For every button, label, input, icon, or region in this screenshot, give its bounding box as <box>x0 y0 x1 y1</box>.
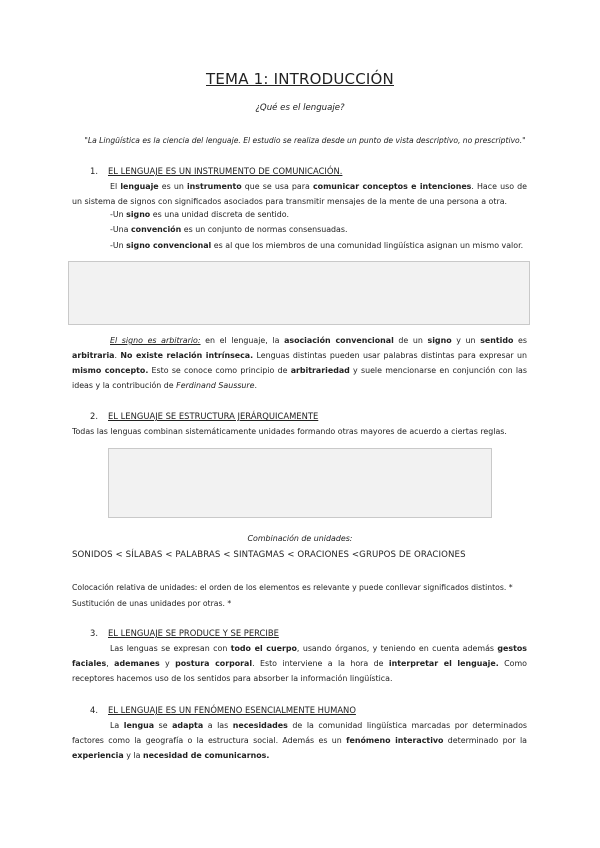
section-title: EL LENGUAJE SE PRODUCE Y SE PERCIBE <box>108 628 279 638</box>
bold-term: experiencia <box>72 751 124 760</box>
definition-signo <box>110 210 289 219</box>
text-run: , <box>106 659 115 668</box>
bold-term: No existe relación intrínseca. <box>120 351 254 360</box>
text-run: . <box>114 351 121 360</box>
document-title: TEMA 1: INTRODUCCIÓN <box>206 70 394 88</box>
section-2-heading <box>90 411 318 421</box>
section-4-paragraph <box>72 718 527 763</box>
text-run: La <box>110 721 124 730</box>
text-run: Esto se conoce como principio de <box>148 366 291 375</box>
document-subtitle: ¿Qué es el lenguaje? <box>255 103 345 113</box>
section-4-heading <box>90 705 356 715</box>
definition-signo-convencional <box>110 241 523 250</box>
section-title: EL LENGUAJE ES UN INSTRUMENTO DE COMUNICACIÓN. <box>108 166 343 176</box>
bold-term: arbitrariedad <box>290 366 350 375</box>
section-number: 3. <box>90 628 98 638</box>
italic-name: Ferdinand Saussure <box>176 381 255 390</box>
bold-term: lenguaje <box>120 182 159 191</box>
text-run: Como receptores hacemos uso de los sentidos para absorber la información lingüística. <box>72 659 527 683</box>
text-run: y suele mencionarse en conjunción con las ideas y la contribución de <box>72 366 527 390</box>
text-run: a las <box>203 721 233 730</box>
text-run: de un <box>393 336 428 345</box>
section-number: 1. <box>90 166 98 176</box>
definition-convencion <box>110 225 348 234</box>
bold-term: postura corporal <box>175 659 253 668</box>
text-run: en el lenguaje, la <box>200 336 285 345</box>
image-placeholder <box>108 448 492 518</box>
text-run: es <box>513 336 527 345</box>
bold-term: gestos faciales <box>72 644 527 668</box>
section-number: 2. <box>90 411 98 421</box>
text-run: se <box>154 721 173 730</box>
bold-term: asociación convencional <box>284 336 394 345</box>
bold-term: interpretar el lenguaje. <box>388 659 499 668</box>
text-run: -Una <box>110 225 131 234</box>
text-run: Lenguas distintas pueden usar palabras distintas para expresar un <box>253 351 527 360</box>
bold-term: arbitraria <box>72 351 115 360</box>
section-title: EL LENGUAJE SE ESTRUCTURA JERÁRQUICAMENTE <box>108 411 319 421</box>
bold-term: signo <box>427 336 452 345</box>
bold-term: instrumento <box>186 182 242 191</box>
text-run: que se usa para <box>241 182 313 191</box>
bold-term: fenómeno interactivo <box>346 736 444 745</box>
text-run: es al que los miembros de una comunidad lingüística asignan un mismo valor. <box>211 241 524 250</box>
text-run: El <box>110 182 121 191</box>
definition-quote: "La Lingüística es la ciencia del lenguaje. El estudio se realiza desde un punto de vista descriptivo, no prescriptivo." <box>84 136 526 145</box>
section-1-heading <box>90 166 342 176</box>
section-title: EL LENGUAJE ES UN FENÓMENO ESENCIALMENTE HUMANO <box>108 705 356 715</box>
bold-term: mismo concepto. <box>72 366 149 375</box>
note-colocacion: Colocación relativa de unidades: el orden de los elementos es relevante y puede conllevar significados distintos. * <box>72 583 513 592</box>
bold-term: signo convencional <box>126 241 212 250</box>
bold-term: sentido <box>480 336 514 345</box>
text-run: es una unidad discreta de sentido. <box>150 210 289 219</box>
bold-term: necesidades <box>232 721 288 730</box>
bold-term: lengua <box>123 721 155 730</box>
units-caption: Combinación de unidades: <box>247 534 353 543</box>
note-sustitucion: Sustitución de unas unidades por otras. * <box>72 599 232 608</box>
bold-term: ademanes <box>114 659 160 668</box>
text-run: y la <box>123 751 143 760</box>
text-run: . Hace uso de un sistema de signos con significados asociados para transmitir mensajes de la mente de una persona a otra. <box>72 182 528 206</box>
section-2-intro: Todas las lenguas combinan sistemáticamente unidades formando otras mayores de acuerdo a ciertas reglas. <box>72 427 507 436</box>
text-run: de la comunidad lingüística marcadas por determinados factores como la geografía o la estructura social. Además es un <box>72 721 528 745</box>
bold-term: todo el cuerpo <box>230 644 297 653</box>
text-run: es un conjunto de normas consensuadas. <box>181 225 348 234</box>
text-run: . Esto interviene a la hora de <box>252 659 389 668</box>
image-placeholder <box>68 261 530 325</box>
bold-term: signo <box>126 210 151 219</box>
section-number: 4. <box>90 705 98 715</box>
underlined-term: El signo es arbitrario: <box>110 336 201 345</box>
section-3-paragraph <box>72 641 527 686</box>
text-run: . <box>254 381 258 390</box>
text-run: es un <box>158 182 187 191</box>
bold-term: convención <box>130 225 182 234</box>
bold-term: comunicar conceptos e intenciones <box>312 182 472 191</box>
bold-term: necesidad de comunicarnos. <box>142 751 270 760</box>
bold-term: adapta <box>172 721 204 730</box>
section-1-paragraph <box>72 179 527 209</box>
section-3-heading <box>90 628 279 638</box>
text-run: -Un <box>110 210 127 219</box>
arbitrariness-paragraph <box>72 333 527 393</box>
text-run: Las lenguas se expresan con <box>110 644 231 653</box>
text-run: , usando órganos, y teniendo en cuenta además <box>296 644 498 653</box>
text-run: y un <box>451 336 481 345</box>
text-run: -Un <box>110 241 127 250</box>
text-run: y <box>159 659 176 668</box>
text-run: determinado por la <box>443 736 527 745</box>
units-hierarchy: SONIDOS < SÍLABAS < PALABRAS < SINTAGMAS < ORACIONES <GRUPOS DE ORACIONES <box>72 550 466 560</box>
